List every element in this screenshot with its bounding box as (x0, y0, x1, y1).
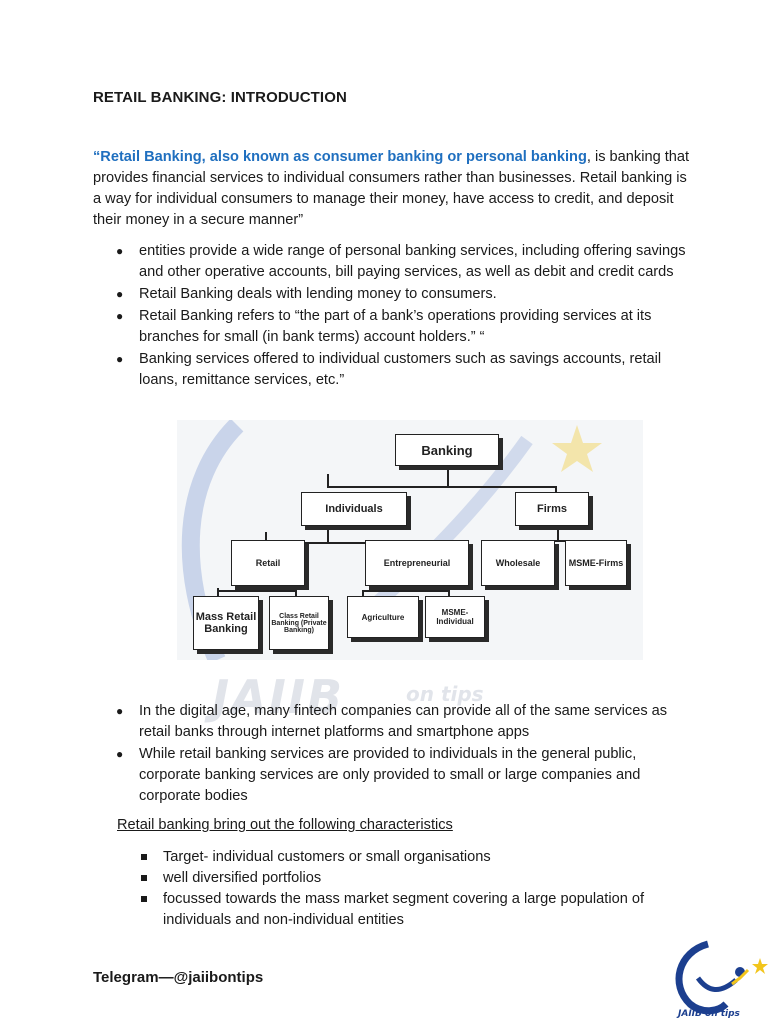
node-retail: Retail (231, 540, 305, 586)
intro-definition-highlight: “Retail Banking, also known as consumer banking or personal banking (93, 149, 587, 165)
node-firms: Firms (515, 492, 589, 526)
node-msme-individual: MSME-Individual (425, 596, 485, 638)
list-item: ● In the digital age, many fintech companies can provide all of the same services as retail banks through internet platforms and smartphone apps (116, 703, 668, 740)
node-wholesale: Wholesale (481, 540, 555, 586)
list-item: ● Banking services offered to individual customers such as savings accounts, retail loans, remittance services, etc.” (116, 351, 662, 388)
bullet-icon: ● (116, 704, 124, 718)
bullet-icon: ● (116, 352, 124, 366)
characteristics-heading: Retail banking bring out the following characteristics (117, 817, 453, 833)
square-bullet-icon (141, 854, 147, 860)
bullet-icon: ● (116, 747, 124, 761)
characteristics-list (117, 847, 697, 931)
list-item: focussed towards the mass market segment covering a large population of individuals and non-individual entities (117, 889, 697, 931)
intro-bullet-list (93, 241, 693, 392)
intro-paragraph (93, 147, 693, 231)
node-class-retail-banking: Class Retail Banking (Private Banking) (269, 596, 329, 650)
list-item: Target- individual customers or small organisations (117, 847, 697, 868)
digital-bullet-list (93, 701, 693, 808)
logo-text: JAIIB on tips (678, 1009, 740, 1019)
list-item: well diversified portfolios (117, 868, 697, 889)
node-banking: Banking (395, 434, 499, 466)
bullet-icon: ● (116, 287, 124, 301)
list-item: ● entities provide a wide range of personal banking services, including offering savings and other operative accounts, bill paying services, as well as debit and credit cards (116, 243, 686, 280)
bullet-icon: ● (116, 244, 124, 258)
bullet-icon: ● (116, 309, 124, 323)
node-agriculture: Agriculture (347, 596, 419, 638)
list-item: ● While retail banking services are provided to individuals in the general public, corporate banking services are only provided to small or large companies and corporate bodies (116, 746, 641, 804)
square-bullet-icon (141, 896, 147, 902)
banking-hierarchy-diagram (177, 420, 643, 660)
list-item: ● Retail Banking deals with lending money to consumers. (93, 284, 693, 305)
list-item: ● Retail Banking refers to “the part of a bank’s operations providing services at its branches for small (in bank terms) account holders.” “ (116, 308, 652, 345)
page-title: RETAIL BANKING: INTRODUCTION (93, 89, 347, 106)
watermark-text: JAIIB (212, 670, 345, 724)
node-msme-firms: MSME-Firms (565, 540, 627, 586)
node-entrepreneurial: Entrepreneurial (365, 540, 469, 586)
square-bullet-icon (141, 875, 147, 881)
watermark-subtext: on tips (406, 682, 484, 706)
node-mass-retail-banking: Mass Retail Banking (193, 596, 259, 650)
telegram-footer: Telegram—@jaiibontips (93, 969, 264, 986)
intro-definition-text: , is banking that provides financial services to individual consumers rather than businesses. Retail banking is a way for individual consumers to manage their money, have access to credit, and deposit their money in a secure manner” (93, 149, 690, 228)
node-individuals: Individuals (301, 492, 407, 526)
